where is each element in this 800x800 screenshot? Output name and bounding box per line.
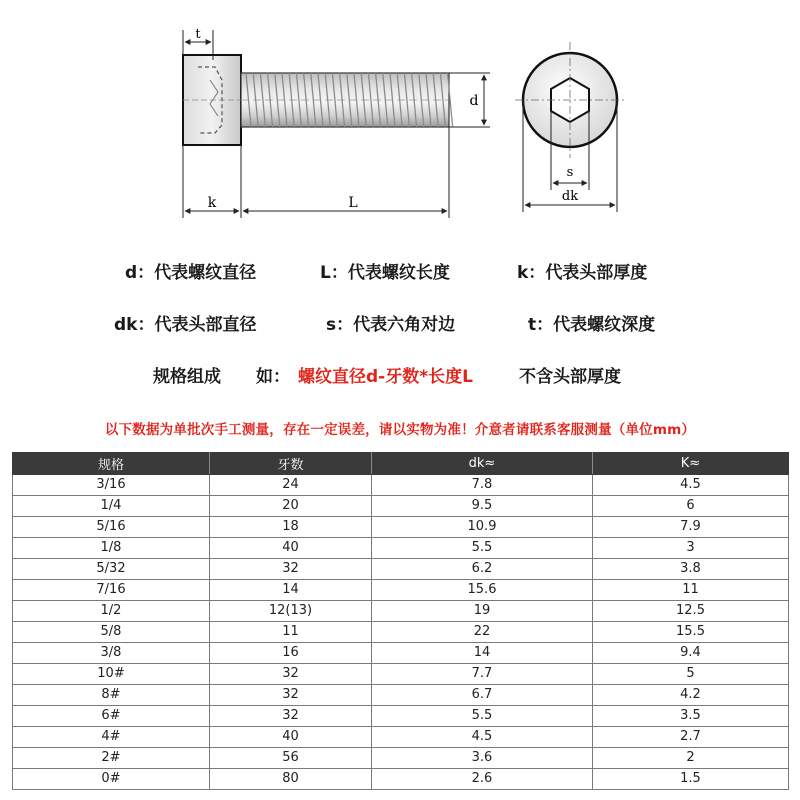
legend-dk: dk：代表头部直径 xyxy=(114,315,257,335)
table-cell: 1/8 xyxy=(13,538,210,559)
table-cell: 14 xyxy=(210,580,372,601)
table-cell: 2# xyxy=(13,748,210,769)
table-row xyxy=(13,496,789,517)
table-row xyxy=(13,601,789,622)
table-cell: 7.8 xyxy=(372,475,593,496)
table-cell: 5/32 xyxy=(13,559,210,580)
legend-d: d：代表螺纹直径 xyxy=(125,263,257,283)
table-cell: 6# xyxy=(13,706,210,727)
dimension-d xyxy=(449,73,490,127)
table-cell: 4.5 xyxy=(593,475,789,496)
label-L: L xyxy=(348,195,358,211)
header-tpi: 牙数 xyxy=(210,453,372,475)
legend-L: L：代表螺纹长度 xyxy=(320,263,450,283)
legend-row-1 xyxy=(0,254,800,284)
spec-formula: 螺纹直径d-牙数*长度L xyxy=(298,367,473,387)
table-cell: 40 xyxy=(210,727,372,748)
screw-diagram xyxy=(0,0,800,230)
table-cell: 24 xyxy=(210,475,372,496)
table-cell: 7.9 xyxy=(593,517,789,538)
table-cell: 10# xyxy=(13,664,210,685)
label-s: s xyxy=(566,165,574,180)
label-k: k xyxy=(207,195,217,211)
legend-t: t：代表螺纹深度 xyxy=(528,315,656,335)
table-cell: 11 xyxy=(593,580,789,601)
table-cell: 7/16 xyxy=(13,580,210,601)
table-cell: 9.5 xyxy=(372,496,593,517)
table-cell: 40 xyxy=(210,538,372,559)
table-cell: 3.6 xyxy=(372,748,593,769)
table-cell: 3.5 xyxy=(593,706,789,727)
table-cell: 19 xyxy=(372,601,593,622)
table-header-row xyxy=(13,453,789,475)
table-cell: 5.5 xyxy=(372,706,593,727)
legend-k: k：代表头部厚度 xyxy=(517,263,648,283)
table-cell: 15.6 xyxy=(372,580,593,601)
screw-top-view xyxy=(515,42,625,212)
table-cell: 4.5 xyxy=(372,727,593,748)
table-cell: 32 xyxy=(210,664,372,685)
table-cell: 15.5 xyxy=(593,622,789,643)
table-cell: 5.5 xyxy=(372,538,593,559)
spec-table xyxy=(12,452,789,790)
table-cell: 56 xyxy=(210,748,372,769)
table-row xyxy=(13,517,789,538)
table-row xyxy=(13,664,789,685)
header-k: K≈ xyxy=(593,453,789,475)
table-cell: 3 xyxy=(593,538,789,559)
table-cell: 1.5 xyxy=(593,769,789,790)
table-cell: 6.7 xyxy=(372,685,593,706)
table-row xyxy=(13,643,789,664)
spec-composition xyxy=(0,358,800,388)
table-cell: 5 xyxy=(593,664,789,685)
table-cell: 5/16 xyxy=(13,517,210,538)
table-cell: 1/2 xyxy=(13,601,210,622)
table-cell: 7.7 xyxy=(372,664,593,685)
measurement-notice: 以下数据为单批次手工测量，存在一定误差，请以实物为准！介意者请联系客服测量（单位mm） xyxy=(104,422,696,438)
table-cell: 2.6 xyxy=(372,769,593,790)
spec-label: 规格组成 xyxy=(153,367,221,387)
table-row xyxy=(13,727,789,748)
table-cell: 2 xyxy=(593,748,789,769)
table-row xyxy=(13,769,789,790)
table-row xyxy=(13,580,789,601)
table-cell: 3/16 xyxy=(13,475,210,496)
spec-prefix: 如： xyxy=(256,367,290,387)
table-cell: 22 xyxy=(372,622,593,643)
table-cell: 12.5 xyxy=(593,601,789,622)
table-row xyxy=(13,748,789,769)
table-cell: 16 xyxy=(210,643,372,664)
table-cell: 6 xyxy=(593,496,789,517)
table-cell: 4# xyxy=(13,727,210,748)
table-row xyxy=(13,538,789,559)
header-dk: dk≈ xyxy=(372,453,593,475)
table-row xyxy=(13,685,789,706)
table-cell: 10.9 xyxy=(372,517,593,538)
table-row xyxy=(13,706,789,727)
header-size: 规格 xyxy=(13,453,210,475)
table-cell: 14 xyxy=(372,643,593,664)
label-t: t xyxy=(195,27,201,42)
spec-suffix: 不含头部厚度 xyxy=(519,367,621,387)
table-cell: 8# xyxy=(13,685,210,706)
table-cell: 80 xyxy=(210,769,372,790)
table-row xyxy=(13,559,789,580)
table-row xyxy=(13,622,789,643)
table-cell: 1/4 xyxy=(13,496,210,517)
table-cell: 2.7 xyxy=(593,727,789,748)
label-dk: dk xyxy=(561,189,579,204)
label-d: d xyxy=(469,93,479,109)
table-cell: 32 xyxy=(210,559,372,580)
table-cell: 6.2 xyxy=(372,559,593,580)
table-row xyxy=(13,475,789,496)
table-cell: 12(13) xyxy=(210,601,372,622)
table-cell: 9.4 xyxy=(593,643,789,664)
table-cell: 32 xyxy=(210,685,372,706)
table-cell: 3.8 xyxy=(593,559,789,580)
legend-s: s：代表六角对边 xyxy=(326,315,456,335)
table-cell: 18 xyxy=(210,517,372,538)
screw-side-view xyxy=(183,55,453,145)
table-cell: 3/8 xyxy=(13,643,210,664)
legend-row-2 xyxy=(0,306,800,336)
table-cell: 20 xyxy=(210,496,372,517)
table-cell: 32 xyxy=(210,706,372,727)
table-cell: 0# xyxy=(13,769,210,790)
table-cell: 4.2 xyxy=(593,685,789,706)
table-cell: 5/8 xyxy=(13,622,210,643)
table-cell: 11 xyxy=(210,622,372,643)
